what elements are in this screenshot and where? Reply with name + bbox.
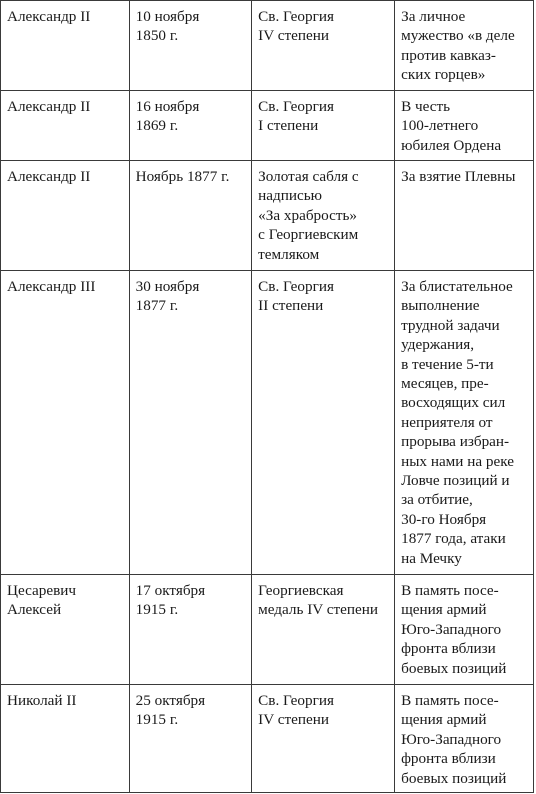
award-cell: Золотая сабля с надписью «За храбрость» с Георгиевским темляком (252, 161, 395, 271)
date-cell: 16 ноября 1869 г. (129, 91, 252, 161)
award-cell: Св. Георгия IV степени (252, 1, 395, 91)
person-cell: Николай II (1, 685, 130, 793)
date-cell: 25 октября 1915 г. (129, 685, 252, 793)
table-row (1, 161, 534, 271)
reason-cell: За личное мужество «в деле против кавказ- ских горцев» (395, 1, 534, 91)
date-cell: Ноябрь 1877 г. (129, 161, 252, 271)
person-cell: Александр II (1, 91, 130, 161)
table-row (1, 685, 534, 793)
person-cell: Цесаревич Алексей (1, 575, 130, 685)
award-cell: Св. Георгия IV степени (252, 685, 395, 793)
table-row (1, 575, 534, 685)
table-row (1, 1, 534, 91)
table-row (1, 271, 534, 575)
reason-cell: За взятие Плевны (395, 161, 534, 271)
person-cell: Александр III (1, 271, 130, 575)
date-cell: 10 ноября 1850 г. (129, 1, 252, 91)
reason-cell: За блистательное выполнение трудной задачи удержания, в течение 5-ти месяцев, пре- восходящих сил неприятеля от прорыва избран- ных нами на реке Ловче позиций и за отбитие, 30-го Ноября 1877 года, атаки на Мечку (395, 271, 534, 575)
date-cell: 30 ноября 1877 г. (129, 271, 252, 575)
award-cell: Св. Георгия I степени (252, 91, 395, 161)
table-row (1, 91, 534, 161)
award-cell: Георгиевская медаль IV степени (252, 575, 395, 685)
reason-cell: В память посе- щения армий Юго-Западного фронта вблизи боевых позиций (395, 575, 534, 685)
award-cell: Св. Георгия II степени (252, 271, 395, 575)
date-cell: 17 октября 1915 г. (129, 575, 252, 685)
person-cell: Александр II (1, 161, 130, 271)
reason-cell: В память посе- щения армий Юго-Западного фронта вблизи боевых позиций (395, 685, 534, 793)
person-cell: Александр II (1, 1, 130, 91)
reason-cell: В честь 100-летнего юбилея Ордена (395, 91, 534, 161)
